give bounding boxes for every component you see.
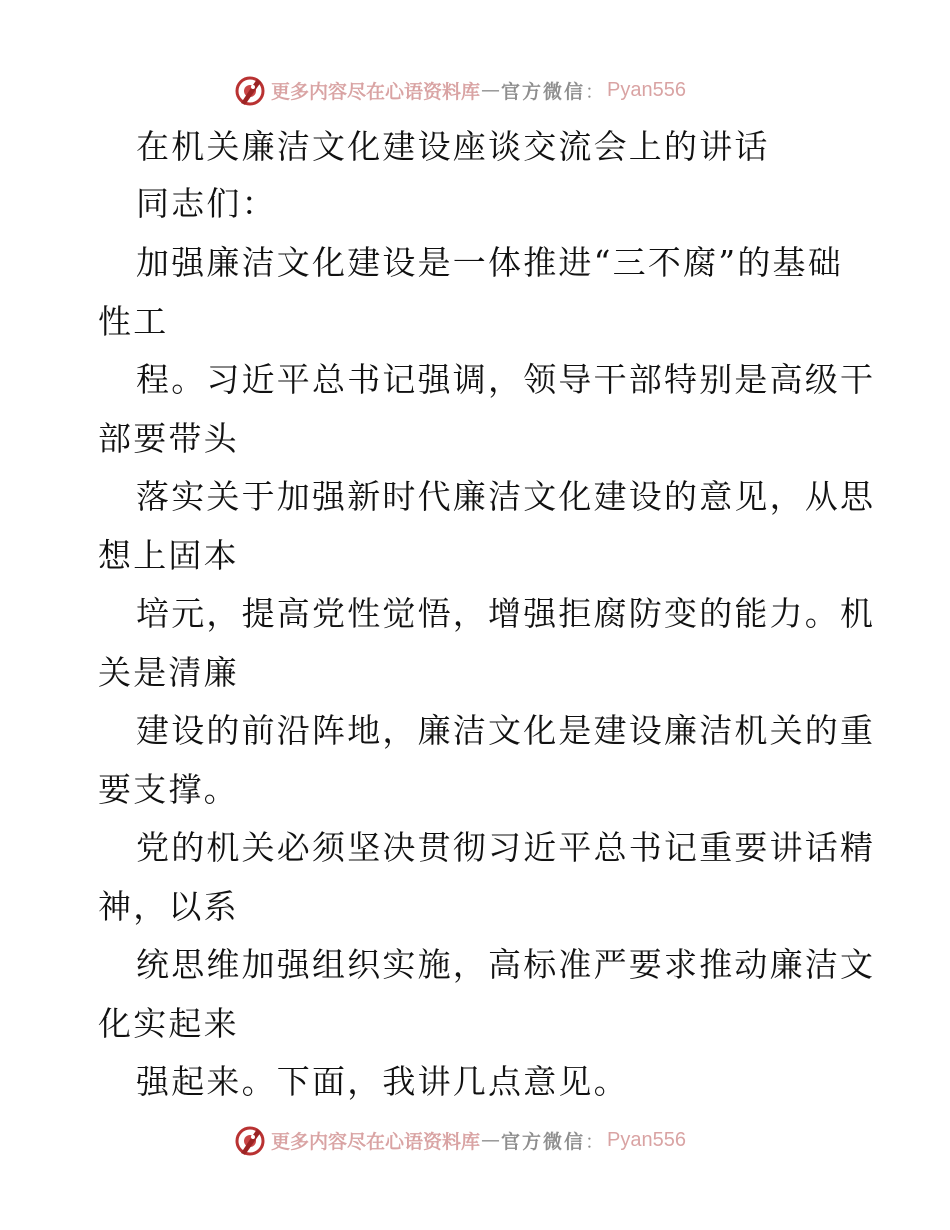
body-line: 建设的前沿阵地，廉洁文化是建设廉洁机关的重: [136, 711, 876, 750]
body-line: 神，以系: [98, 887, 239, 926]
banner-dash: —: [481, 1129, 501, 1151]
banner-colon: ：: [585, 80, 605, 103]
banner-wechat-id: Pyan556: [607, 78, 687, 101]
pen-logo-icon: [233, 1123, 267, 1157]
body-line: 培元，提高党性觉悟，增强拒腐防变的能力。机: [136, 594, 876, 633]
banner-dash: —: [481, 79, 501, 101]
body-line: 要支撑。: [98, 770, 239, 809]
footer-banner: [233, 1122, 686, 1158]
banner-colon: ：: [585, 1130, 605, 1153]
body-line: 化实起来: [98, 1004, 239, 1043]
body-line: 程。习近平总书记强调，领导干部特别是高级干: [136, 360, 876, 399]
banner-wechat-id: Pyan556: [607, 1128, 687, 1151]
header-banner: [233, 72, 686, 108]
body-line: 加强廉洁文化建设是一体推进“三不腐”的基础: [136, 243, 843, 282]
pen-logo-icon: [233, 73, 267, 107]
body-line: 部要带头: [98, 419, 239, 458]
document-title: 在机关廉洁文化建设座谈交流会上的讲话: [136, 127, 770, 166]
body-line: 想上固本: [98, 536, 239, 575]
banner-official-label: 官方微信: [501, 80, 586, 103]
banner-official-label: 官方微信: [501, 1130, 586, 1153]
banner-slogan: 更多内容尽在心语资料库: [271, 80, 481, 103]
banner-slogan: 更多内容尽在心语资料库: [271, 1130, 481, 1153]
salutation: 同志们：: [136, 184, 277, 223]
body-line: 统思维加强组织实施，高标准严要求推动廉洁文: [136, 945, 876, 984]
body-line: 性工: [98, 302, 169, 341]
body-line: 强起来。下面，我讲几点意见。: [136, 1062, 629, 1101]
body-line: 落实关于加强新时代廉洁文化建设的意见，从思: [136, 477, 876, 516]
body-line: 党的机关必须坚决贯彻习近平总书记重要讲话精: [136, 828, 876, 867]
body-line: 关是清廉: [98, 653, 239, 692]
